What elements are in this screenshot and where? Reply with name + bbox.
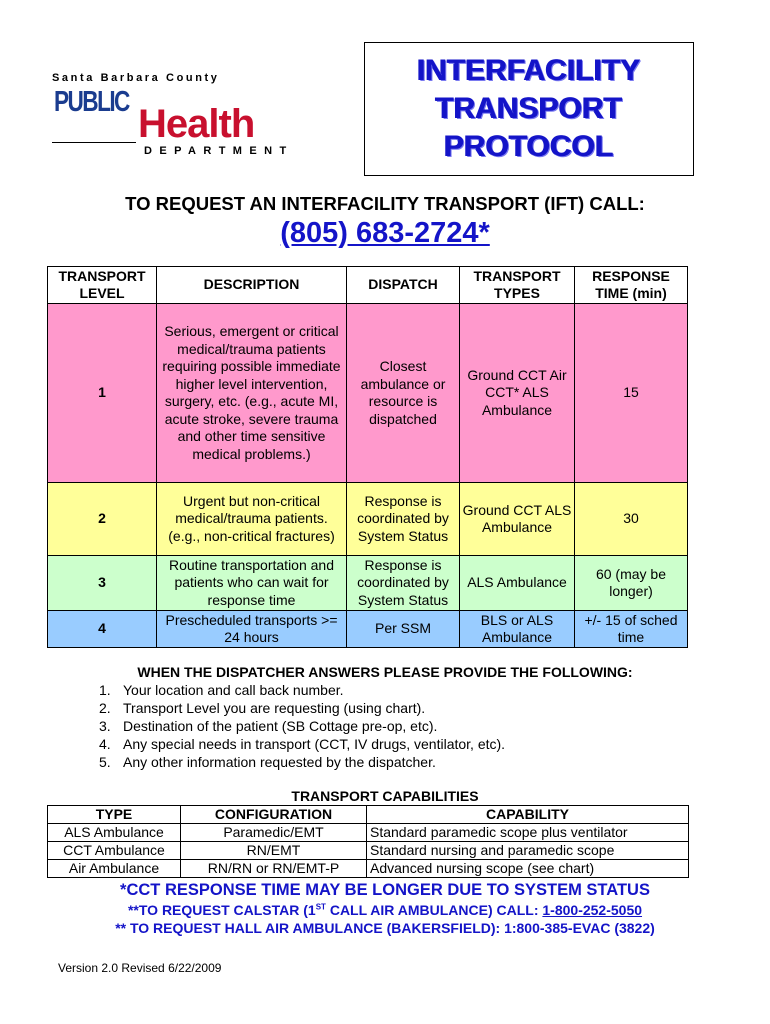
instructions-list — [99, 681, 505, 771]
configuration-cell: RN/RN or RN/EMT-P — [181, 860, 367, 878]
table-row — [48, 611, 688, 648]
transport-level-table — [47, 266, 688, 648]
calstar-prefix: **TO REQUEST CALSTAR (1 — [127, 902, 316, 918]
header-description: DESCRIPTION — [157, 267, 347, 304]
hall-air-note: ** TO REQUEST HALL AIR AMBULANCE (BAKERSFIELD): 1:800-385-EVAC (3822) — [115, 920, 655, 936]
type-cell: CCT Ambulance — [48, 842, 181, 860]
list-number: 4. — [99, 736, 111, 752]
logo-divider — [52, 142, 136, 143]
dispatch-cell: Response is coordinated by System Status — [347, 556, 460, 611]
list-item — [99, 699, 505, 717]
request-line: TO REQUEST AN INTERFACILITY TRANSPORT (IFT) CALL: — [125, 193, 645, 214]
logo-county-text: Santa Barbara County — [52, 72, 220, 84]
header-dispatch: DISPATCH — [347, 267, 460, 304]
header-transport-types: TRANSPORT TYPES — [460, 267, 575, 304]
calstar-note — [0, 902, 770, 918]
list-number: 3. — [99, 718, 111, 734]
header-type: TYPE — [48, 806, 181, 824]
capabilities-heading: TRANSPORT CAPABILITIES — [291, 788, 479, 804]
title-line-2: TRANSPORT — [435, 92, 623, 125]
description-cell: Routine transportation and patients who can wait for response time — [157, 556, 347, 611]
list-text: Transport Level you are requesting (using chart). — [123, 700, 426, 716]
instructions-heading: WHEN THE DISPATCHER ANSWERS PLEASE PROVIDE THE FOLLOWING: — [137, 664, 633, 680]
response-cell: 60 (may be longer) — [575, 556, 688, 611]
cct-response-note: *CCT RESPONSE TIME MAY BE LONGER DUE TO SYSTEM STATUS — [120, 881, 650, 899]
ift-phone-number[interactable]: (805) 683-2724* — [280, 217, 490, 249]
response-cell: 30 — [575, 483, 688, 556]
configuration-cell: Paramedic/EMT — [181, 824, 367, 842]
dispatch-cell: Per SSM — [347, 611, 460, 648]
title-line-1: INTERFACILITY — [417, 54, 641, 87]
response-cell: 15 — [575, 304, 688, 483]
level-cell: 2 — [48, 483, 157, 556]
types-cell: BLS or ALS Ambulance — [460, 611, 575, 648]
level-cell: 4 — [48, 611, 157, 648]
types-cell: Ground CCT Air CCT* ALS Ambulance — [460, 304, 575, 483]
dispatch-cell: Closest ambulance or resource is dispatched — [347, 304, 460, 483]
list-item — [99, 735, 505, 753]
capability-cell: Standard paramedic scope plus ventilator — [367, 824, 689, 842]
table-row — [48, 483, 688, 556]
list-text: Any special needs in transport (CCT, IV drugs, ventilator, etc). — [123, 736, 506, 752]
table-row — [48, 860, 689, 878]
capabilities-table — [47, 805, 689, 878]
logo-health-text: Health — [138, 102, 255, 146]
table-row — [48, 304, 688, 483]
capability-cell: Standard nursing and paramedic scope — [367, 842, 689, 860]
level-cell: 1 — [48, 304, 157, 483]
header-capability: CAPABILITY — [367, 806, 689, 824]
table-row — [48, 824, 689, 842]
description-cell: Serious, emergent or critical medical/trauma patients requiring possible immediate higher level intervention, surgery, etc. (e.g., acute MI, acute stroke, severe trauma and other time sensitive medical problems.) — [157, 304, 347, 483]
response-cell: +/- 15 of sched time — [575, 611, 688, 648]
version-footer: Version 2.0 Revised 6/22/2009 — [58, 961, 222, 975]
list-number: 2. — [99, 700, 111, 716]
table-header-row — [48, 806, 689, 824]
level-cell: 3 — [48, 556, 157, 611]
list-text: Any other information requested by the dispatcher. — [123, 754, 436, 770]
calstar-superscript: ST — [315, 902, 326, 912]
description-cell: Prescheduled transports >= 24 hours — [157, 611, 347, 648]
types-cell: ALS Ambulance — [460, 556, 575, 611]
table-header-row — [48, 267, 688, 304]
title-line-3: PROTOCOL — [444, 130, 614, 163]
list-text: Destination of the patient (SB Cottage pre-op, etc). — [123, 718, 438, 734]
capability-cell: Advanced nursing scope (see chart) — [367, 860, 689, 878]
calstar-phone-link[interactable]: 1-800-252-5050 — [542, 902, 643, 918]
type-cell: ALS Ambulance — [48, 824, 181, 842]
list-item — [99, 753, 505, 771]
list-item — [99, 717, 505, 735]
dispatch-cell: Response is coordinated by System Status — [347, 483, 460, 556]
calstar-mid: CALL AIR AMBULANCE) CALL: — [325, 902, 543, 918]
table-row — [48, 556, 688, 611]
list-number: 1. — [99, 682, 111, 698]
header-response-time: RESPONSE TIME (min) — [575, 267, 688, 304]
list-text: Your location and call back number. — [123, 682, 344, 698]
list-item — [99, 681, 505, 699]
public-health-logo — [52, 72, 304, 162]
logo-department-text: DEPARTMENT — [144, 145, 294, 157]
title-box — [364, 42, 694, 176]
type-cell: Air Ambulance — [48, 860, 181, 878]
header-transport-level: TRANSPORT LEVEL — [48, 267, 157, 304]
description-cell: Urgent but non-critical medical/trauma patients. (e.g., non-critical fractures) — [157, 483, 347, 556]
header-configuration: CONFIGURATION — [181, 806, 367, 824]
logo-public-text: PUBLIC — [54, 86, 129, 118]
list-number: 5. — [99, 754, 111, 770]
types-cell: Ground CCT ALS Ambulance — [460, 483, 575, 556]
configuration-cell: RN/EMT — [181, 842, 367, 860]
table-row — [48, 842, 689, 860]
